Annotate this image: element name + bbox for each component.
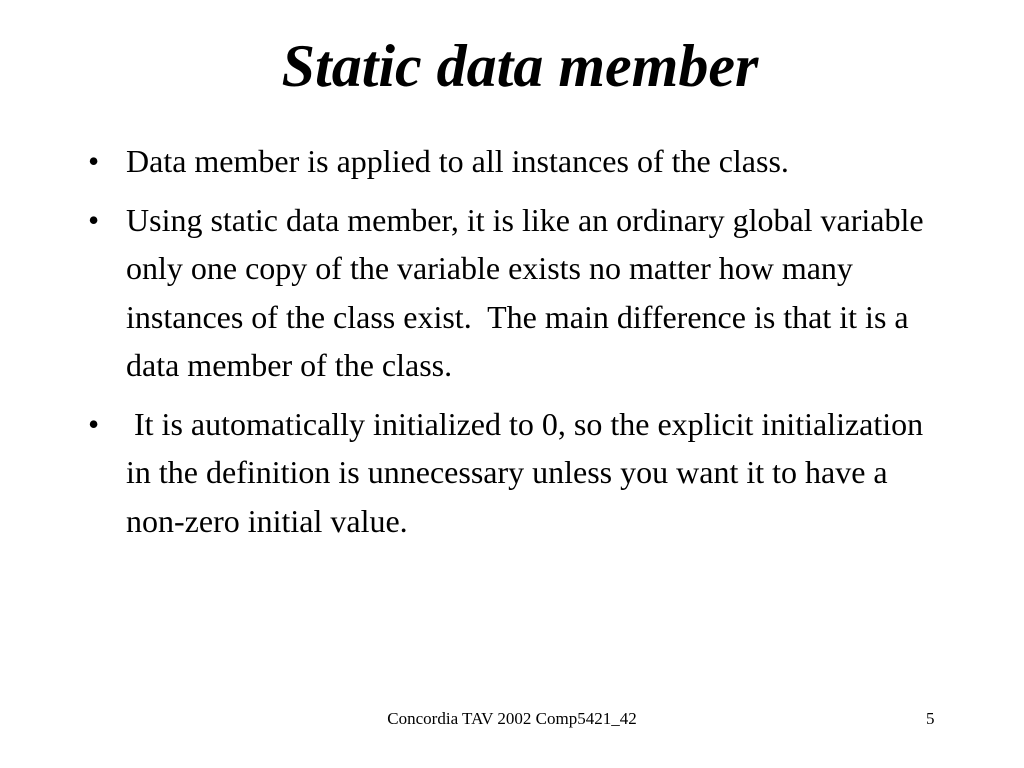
footer-text: Concordia TAV 2002 Comp5421_42 <box>387 709 637 728</box>
bullet-item <box>86 400 936 546</box>
bullet-text: Using static data member, it is like an ordinary global variable only one copy of the variable exists no matter how many instances of the class exist. The main difference is that it is a data member of the class. <box>126 201 932 383</box>
bullet-text: It is automatically initialized to 0, so the explicit initialization in the definition is unnecessary unless you want it to have a non-zero initial value. <box>126 405 932 539</box>
bullet-marker: • <box>88 201 100 238</box>
bullet-list <box>86 137 936 555</box>
bullet-marker: • <box>88 143 100 179</box>
slide-title: Static data member <box>281 33 759 99</box>
bullet-item <box>86 196 936 390</box>
bullet-marker: • <box>88 405 100 442</box>
bullet-text: Data member is applied to all instances of the class. <box>126 143 789 179</box>
page-number: 5 <box>926 709 935 728</box>
bullet-item <box>86 137 936 186</box>
